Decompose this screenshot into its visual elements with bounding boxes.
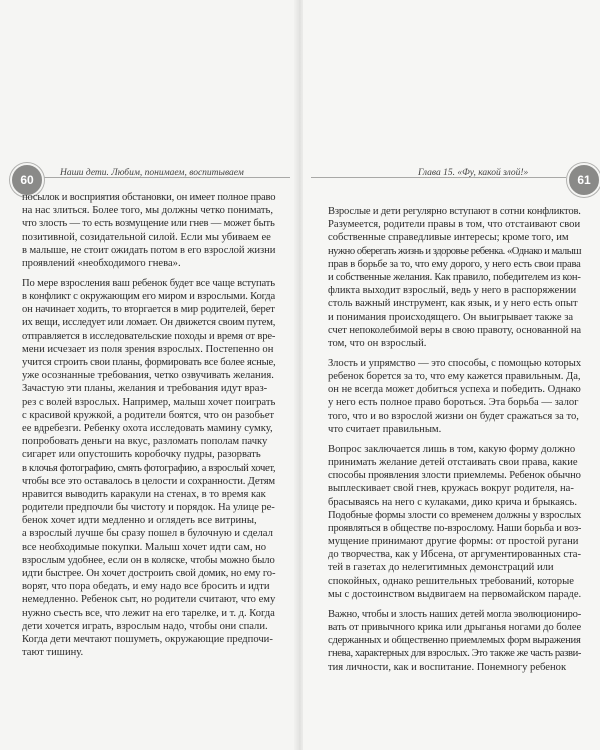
text-line: По мере взросления ваш ребенок будет все чаще вступать	[22, 277, 275, 289]
text-line: до творчества, как у Ибсена, от аргументированных ста-	[328, 549, 581, 561]
text-line: тия личности, как и воспитание. Понемногу ребенок	[328, 661, 567, 673]
text-line: нужно оберегать жизнь и здоровье ребенка. «Однако и малыш	[328, 245, 582, 257]
text-line: и понимания происходящего. Он выигрывает также за	[328, 311, 574, 323]
text-line: мы с достоинством выдвигаем на первомайском параде.	[328, 588, 582, 600]
text-line: мени исчезает из поля зрения взрослых. Постепенно он	[22, 343, 274, 355]
text-line: прав в борьбе за то, что ему дорого, у него есть свои права	[328, 258, 581, 270]
text-line: ее вдребезги. Ребенку охота исследовать мамину сумку,	[22, 422, 273, 434]
text-line: что злость — то есть возмущение или гнев — может быть	[22, 218, 275, 230]
text-line: в клочья фотографию, смять фотографию, а взрослый хочет,	[22, 462, 276, 474]
text-line: ворят, что пора обедать, и ему надо все бросить и идти	[22, 581, 270, 593]
text-line: спокойных, однако решительных требований, которые	[328, 575, 574, 587]
page-number-badge: 61	[567, 163, 600, 197]
text-line: рез с волей взрослых. Например, малыш хочет поиграть	[22, 396, 276, 408]
text-line: посылок и восприятия обстановки, он имеет полное право	[22, 192, 276, 203]
text-line: взрослым удобнее, если он в коляске, чтобы можно было	[22, 554, 275, 566]
text-line: Важно, чтобы и злость наших детей могла эволюциониро-	[328, 608, 582, 620]
paragraph	[328, 357, 581, 436]
text-line: отправляется в исследовательские походы и время от вре-	[22, 330, 276, 342]
body-text	[22, 191, 275, 659]
text-line: выплескивает свой гнев, кружась вокруг родителя, на-	[328, 483, 574, 495]
text-line: он не всегда может добиться успеха и победить. Однако	[328, 384, 581, 396]
text-line: Зачастую эти планы, желания и требования идут враз-	[22, 383, 268, 395]
text-line: проявляться в обществе по-взрослому. Наши борьба и воз-	[328, 522, 582, 534]
text-line: позитивной, созидательной силой. Если мы убиваем ее	[22, 231, 271, 243]
text-line: Злость и упрямство — это способы, с помощью которых	[328, 357, 582, 369]
text-line: нужно съесть все, что лежит на его тарелке, и т. д. Когда	[22, 607, 275, 619]
paragraph	[22, 277, 275, 659]
left-page	[0, 0, 297, 750]
paragraph	[328, 443, 581, 601]
text-line: а взрослый лучше бы сразу пошел в булочную и сделал	[22, 528, 273, 540]
text-line: Когда дети мечтают пошуметь, окружающие предпочи-	[22, 633, 273, 645]
text-line: сигарет или опустошить коробочку пудры, разорвать	[22, 449, 261, 461]
running-head: Наши дети. Любим, понимаем, воспитываем	[60, 168, 244, 178]
text-line: учится строить свои планы, формировать все более ясные,	[22, 357, 276, 369]
running-head: Глава 15. «Фу, какой злой!»	[418, 168, 529, 178]
text-line: столь важный инструмент, как язык, и у него есть опыт	[328, 298, 578, 310]
text-line: нравится выводить каракули на стенах, в то время как	[22, 488, 266, 500]
text-line: дети хочется играть, взрослым надо, чтобы они спали.	[22, 620, 268, 632]
text-line: родители предпочли бы чистоту и порядок. На улице ре-	[22, 502, 275, 514]
text-line: в конфликт с окружающим его миром и взрослыми. Когда	[22, 291, 276, 303]
text-line: брасываясь на него с кулаками, дико крича и брыкаясь.	[328, 496, 578, 508]
text-line: немедленно. Ребенок сыт, но родители считают, что ему	[22, 594, 276, 606]
text-line: их вещи, исследует или ломает. Он движется своим путем,	[22, 317, 276, 329]
text-line: ребенок борется за то, что ему кажется правильным. Да,	[328, 371, 581, 383]
paragraph	[328, 205, 581, 350]
text-line: с красивой кружкой, а родители боятся, что он разобьет	[22, 409, 275, 421]
text-line: уже осознанные требования, четко озвучивать желания.	[22, 370, 274, 382]
text-line: на нас злиться. Более того, мы должны четко понимать,	[22, 205, 274, 217]
text-line: принимать желание детей отстаивать свои права, какие	[328, 456, 578, 468]
text-line: гнева, характерных для взрослых. Это также же часть разви-	[328, 648, 582, 660]
text-line: и собственные желания. Как правило, победителем из кон-	[328, 271, 581, 283]
text-line: Подобные формы злости со временем должны у взрослых	[328, 509, 582, 521]
text-line: Взрослые и дети регулярно вступают в сотни конфликтов.	[328, 206, 581, 217]
text-line: он начинает ходить, то вторгается в мир родителей, берет	[22, 304, 275, 316]
text-line: проявлений «необходимого гнева».	[22, 257, 181, 269]
text-line: Вопрос заключается лишь в том, какую форму должно	[328, 443, 576, 455]
text-line: счет непоколебимой веры в свою правоту, основанной на	[328, 324, 582, 336]
text-line: том, что он взрослый.	[328, 337, 427, 349]
text-line: чтобы все это оставалось в целости и сохранности. Детям	[22, 475, 275, 487]
text-line: фликта выходит взрослый, ведь у него в распоряжении	[328, 285, 577, 297]
body-text	[328, 205, 581, 674]
page-number-badge: 60	[10, 163, 44, 197]
text-line: Разумеется, родители правы в том, что отстаивают свои	[328, 219, 581, 231]
text-line: способы проявления злости приемлемы. Ребенок обычно	[328, 470, 581, 482]
text-line: тают тишину.	[22, 647, 84, 659]
text-line: вать от привычного крика или дрыганья ногами до более	[328, 622, 582, 634]
text-line: все необходимые покупки. Малыш хочет идти сам, но	[22, 541, 267, 553]
text-line: того, что и во взрослой жизни он будет сражаться за то,	[328, 410, 579, 422]
text-line: в малыше, не стоит ожидать потом в его взрослой жизни	[22, 244, 276, 256]
text-line: собственные справедливые интересы; кроме того, им	[328, 232, 569, 244]
text-line: бенок хочет идти медленно и оглядеть все витрины,	[22, 515, 257, 527]
text-line: попробовать деньги на вкус, разломать пополам пачку	[22, 436, 268, 448]
text-line: идти быстрее. Он хочет достроить свой домик, но ему го-	[22, 568, 276, 580]
text-line: сдержанных и общественно приемлемых форм выражения	[328, 635, 581, 647]
text-line: что считает правильным.	[328, 423, 442, 435]
paragraph	[22, 191, 275, 270]
paragraph	[328, 608, 581, 674]
right-page	[303, 0, 600, 750]
text-line: мущение принимают другие формы: от простой ругани	[328, 536, 579, 548]
text-line: у него есть полное право бороться. Эта борьба — залог	[328, 397, 579, 409]
text-line: тей в газетах до нелегитимных демонстраций или	[328, 562, 554, 574]
